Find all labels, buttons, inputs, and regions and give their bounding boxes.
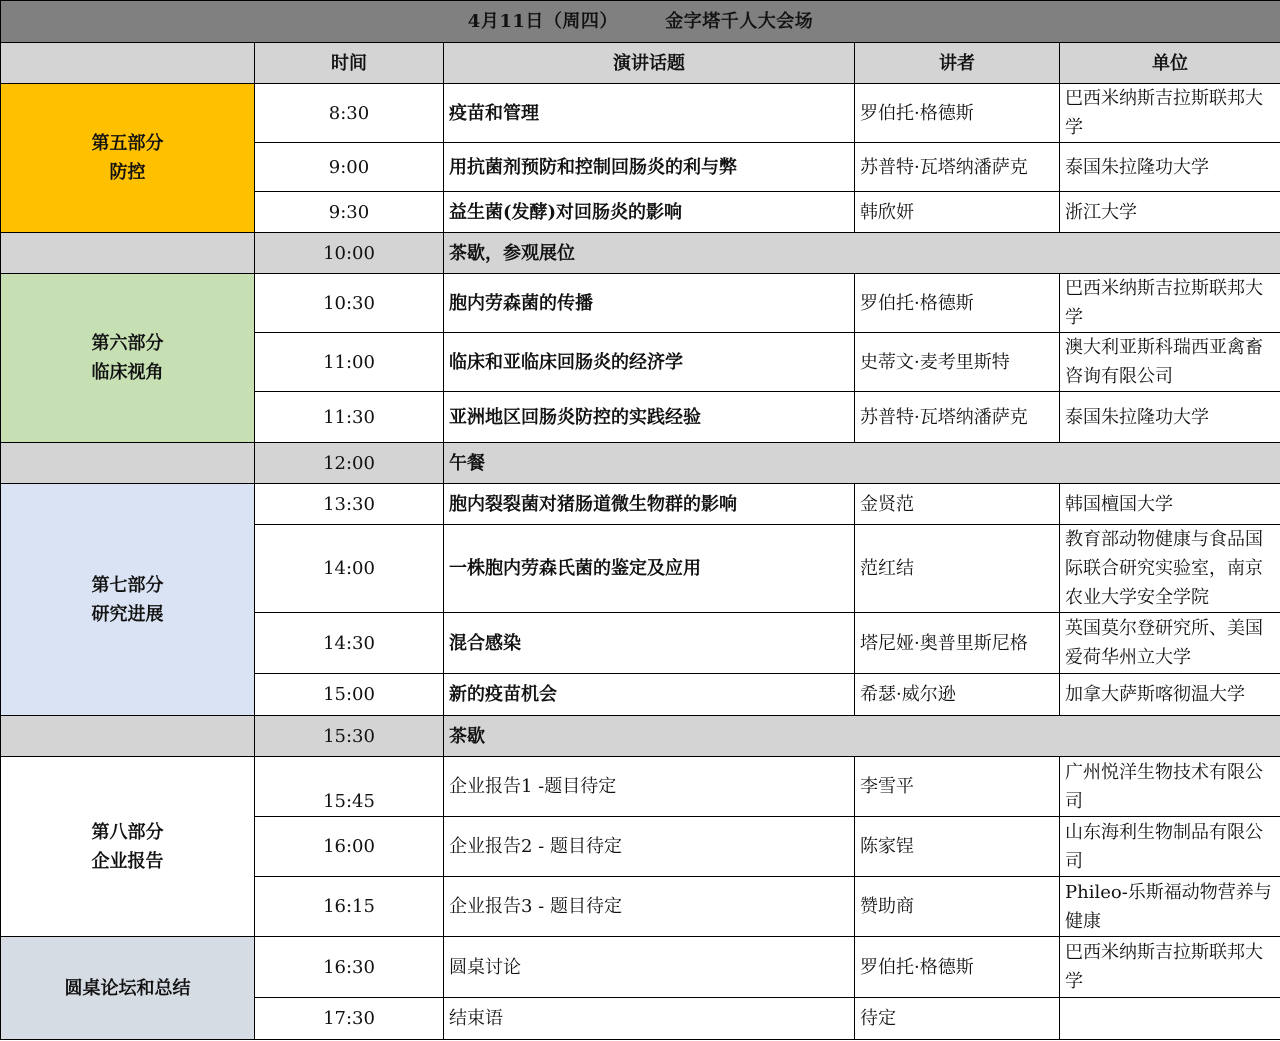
break-label: 午餐 (444, 443, 1280, 484)
unit-cell (1060, 998, 1280, 1040)
unit-cell: 泰国朱拉隆功大学 (1060, 392, 1280, 443)
speaker-cell: 陈家锃 (855, 817, 1060, 877)
time-cell: 14:30 (255, 613, 444, 674)
time-cell: 8:30 (255, 84, 444, 143)
section-label-8: 第八部分 企业报告 (1, 757, 255, 937)
header-time: 时间 (255, 43, 444, 84)
topic-cell: 临床和亚临床回肠炎的经济学 (444, 333, 855, 392)
unit-cell: 教育部动物健康与食品国际联合研究实验室，南京农业大学安全学院 (1060, 525, 1280, 613)
speaker-cell: 史蒂文·麦考里斯特 (855, 333, 1060, 392)
speaker-cell: 苏普特·瓦塔纳潘萨克 (855, 392, 1060, 443)
time-cell: 16:00 (255, 817, 444, 877)
time-cell: 10:30 (255, 274, 444, 333)
section-label-5: 第五部分 防控 (1, 84, 255, 233)
topic-cell: 益生菌(发酵)对回肠炎的影响 (444, 192, 855, 233)
unit-cell: 韩国檀国大学 (1060, 484, 1280, 525)
unit-cell: 巴西米纳斯吉拉斯联邦大学 (1060, 274, 1280, 333)
unit-cell: 广州悦洋生物技术有限公司 (1060, 757, 1280, 817)
unit-cell: 加拿大萨斯喀彻温大学 (1060, 674, 1280, 716)
page-title (1, 1, 1280, 43)
header-unit: 单位 (1060, 43, 1280, 84)
topic-cell: 疫苗和管理 (444, 84, 855, 143)
table-row (1, 484, 1280, 525)
table-row (1, 274, 1280, 333)
table-row (1, 937, 1280, 998)
unit-cell: 澳大利亚斯科瑞西亚禽畜咨询有限公司 (1060, 333, 1280, 392)
unit-cell: Phileo-乐斯福动物营养与健康 (1060, 877, 1280, 937)
title-venue: 金字塔千人大会场 (665, 11, 814, 32)
topic-cell: 圆桌讨论 (444, 937, 855, 998)
topic-cell: 亚洲地区回肠炎防控的实践经验 (444, 392, 855, 443)
unit-cell: 英国莫尔登研究所、美国爱荷华州立大学 (1060, 613, 1280, 674)
speaker-cell: 罗伯托·格德斯 (855, 84, 1060, 143)
table-row (1, 84, 1280, 143)
topic-cell: 胞内劳森菌的传播 (444, 274, 855, 333)
unit-cell: 泰国朱拉隆功大学 (1060, 143, 1280, 192)
unit-cell: 巴西米纳斯吉拉斯联邦大学 (1060, 937, 1280, 998)
header-speaker: 讲者 (855, 43, 1060, 84)
time-cell: 17:30 (255, 998, 444, 1040)
break-row (1, 233, 1280, 274)
speaker-cell: 苏普特·瓦塔纳潘萨克 (855, 143, 1060, 192)
section-label-roundtable: 圆桌论坛和总结 (1, 937, 255, 1040)
speaker-cell: 待定 (855, 998, 1060, 1040)
break-row (1, 716, 1280, 757)
time-cell: 15:45 (255, 757, 444, 817)
title-row (1, 1, 1280, 43)
time-cell: 13:30 (255, 484, 444, 525)
topic-cell: 用抗菌剂预防和控制回肠炎的利与弊 (444, 143, 855, 192)
break-row (1, 443, 1280, 484)
title-date: 4月11日（周四） (467, 11, 618, 32)
header-topic: 演讲话题 (444, 43, 855, 84)
time-cell: 16:15 (255, 877, 444, 937)
topic-cell: 一株胞内劳森氏菌的鉴定及应用 (444, 525, 855, 613)
time-cell: 10:00 (255, 233, 444, 274)
time-cell: 16:30 (255, 937, 444, 998)
section-label-6: 第六部分 临床视角 (1, 274, 255, 443)
time-cell: 12:00 (255, 443, 444, 484)
break-label: 茶歇 (444, 716, 1280, 757)
table-row (1, 757, 1280, 817)
break-label: 茶歇，参观展位 (444, 233, 1280, 274)
topic-cell: 混合感染 (444, 613, 855, 674)
speaker-cell: 李雪平 (855, 757, 1060, 817)
topic-cell: 企业报告3 - 题目待定 (444, 877, 855, 937)
speaker-cell: 金贤范 (855, 484, 1060, 525)
time-cell: 11:00 (255, 333, 444, 392)
time-cell: 9:00 (255, 143, 444, 192)
unit-cell: 山东海利生物制品有限公司 (1060, 817, 1280, 877)
speaker-cell: 希瑟·威尔逊 (855, 674, 1060, 716)
topic-cell: 胞内裂裂菌对猪肠道微生物群的影响 (444, 484, 855, 525)
time-cell: 14:00 (255, 525, 444, 613)
speaker-cell: 塔尼娅·奥普里斯尼格 (855, 613, 1060, 674)
topic-cell: 企业报告2 - 题目待定 (444, 817, 855, 877)
speaker-cell: 韩欣妍 (855, 192, 1060, 233)
unit-cell: 巴西米纳斯吉拉斯联邦大学 (1060, 84, 1280, 143)
speaker-cell: 罗伯托·格德斯 (855, 937, 1060, 998)
section-label-7: 第七部分 研究进展 (1, 484, 255, 716)
topic-cell: 企业报告1 -题目待定 (444, 757, 855, 817)
speaker-cell: 范红结 (855, 525, 1060, 613)
speaker-cell: 罗伯托·格德斯 (855, 274, 1060, 333)
time-cell: 15:30 (255, 716, 444, 757)
topic-cell: 新的疫苗机会 (444, 674, 855, 716)
topic-cell: 结束语 (444, 998, 855, 1040)
speaker-cell: 赞助商 (855, 877, 1060, 937)
header-section (1, 43, 255, 84)
unit-cell: 浙江大学 (1060, 192, 1280, 233)
header-row (1, 43, 1280, 84)
time-cell: 15:00 (255, 674, 444, 716)
time-cell: 9:30 (255, 192, 444, 233)
time-cell: 11:30 (255, 392, 444, 443)
